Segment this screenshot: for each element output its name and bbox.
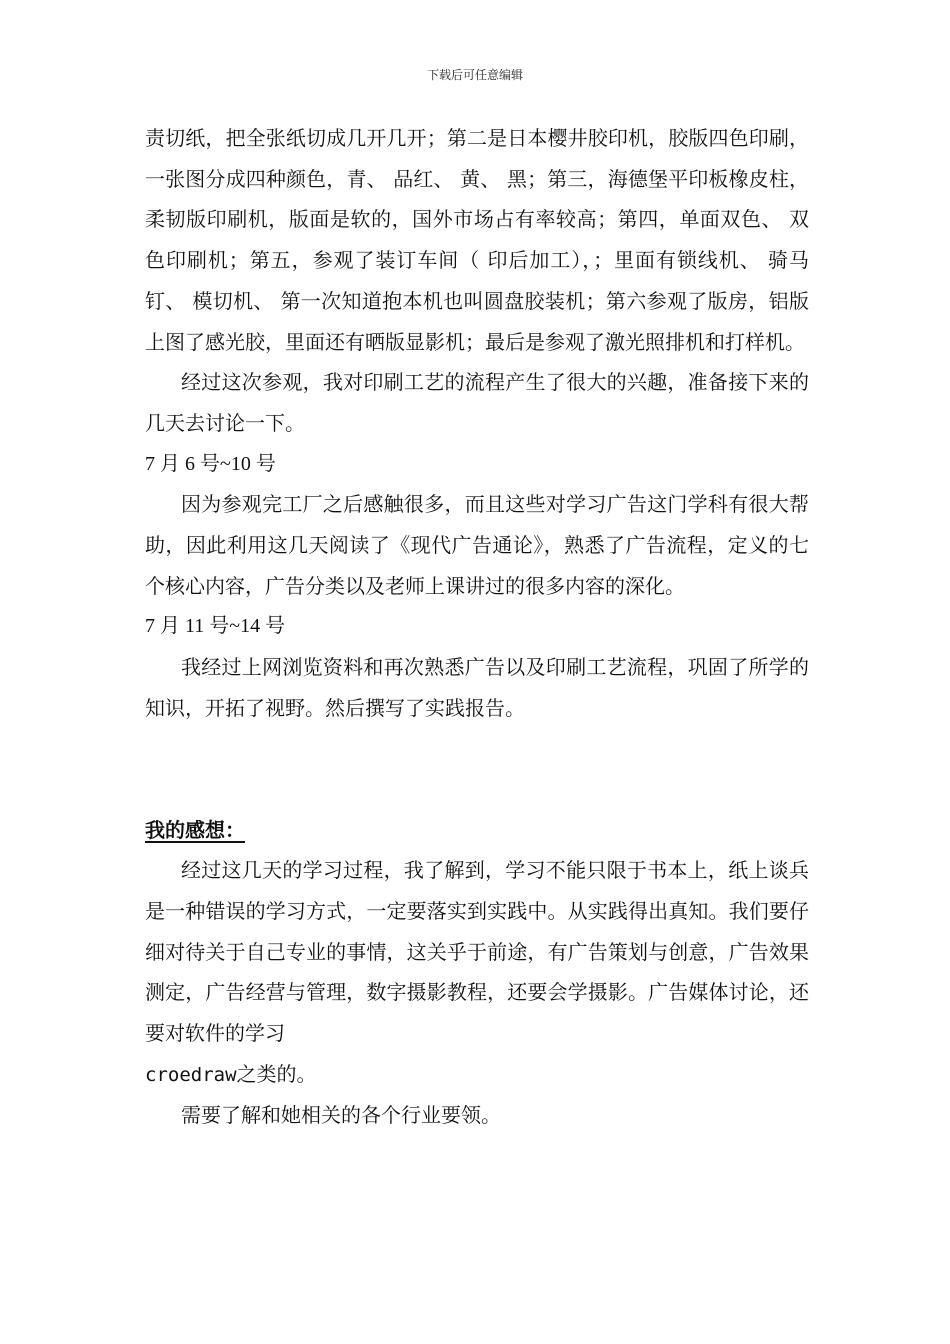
paragraph-industry: 需要了解和她相关的各个行业要领。	[181, 1103, 501, 1128]
blank-space	[145, 729, 809, 810]
page-header: 下载后可任意编辑	[426, 68, 523, 82]
document-body	[145, 118, 809, 1136]
paragraph-printing-visit: 责切纸，把全张纸切成几开几开；第二是日本樱井胶印机，胶版四色印刷，一张图分成四种颜色，青、 品红、 黄、 黑；第三，海德堡平印板橡皮柱，柔韧版印刷机，版面是软的，国外市场占有率较高；第四，单面双色、 双色印刷机；第五，参观了装订车间（ 印后加工），；里面有锁线机、 骑马钉、 模切机、 第一次知道抱本机也叫圆盘胶装机；第六参观了版房，铝版上图了感光胶，里面还有晒版显影机；最后是参观了激光照排机和打样机。	[145, 126, 809, 354]
software-name: croedraw	[145, 1063, 237, 1086]
date-heading-1: 7 月 6 号~10 号	[145, 452, 276, 475]
thoughts-main-text: 经过这几天的学习过程，我了解到，学习不能只限于书本上，纸上谈兵是一种错误的学习方式，一定要落实到实践中。从实践得出真知。我们要仔细对待关于自己专业的事情，这关乎于前途，有广告策划与创意，广告效果测定，广告经营与管理，数字摄影教程，还要会学摄影。广告媒体讨论，还要对软件的学习	[145, 858, 809, 1046]
paragraph-thoughts	[145, 850, 809, 1095]
section-title-text: 我的感想：	[145, 817, 245, 842]
section-title	[145, 810, 809, 851]
thoughts-end-text: 之类的。	[236, 1061, 317, 1086]
paragraph-interest: 经过这次参观，我对印刷工艺的流程产生了很大的兴趣，准备接下来的几天去讨论一下。	[145, 370, 809, 435]
paragraph-reading: 因为参观完工厂之后感触很多，而且这些对学习广告这门学科有很大帮助，因此利用这几天阅读了《现代广告通论》，熟悉了广告流程，定义的七个核心内容，广告分类以及老师上课讲过的很多内容的深化。	[145, 492, 809, 598]
paragraph-report: 我经过上网浏览资料和再次熟悉广告以及印刷工艺流程，巩固了所学的知识，开拓了视野。然后撰写了实践报告。	[145, 655, 809, 720]
date-heading-2: 7 月 11 号~14 号	[145, 615, 286, 638]
